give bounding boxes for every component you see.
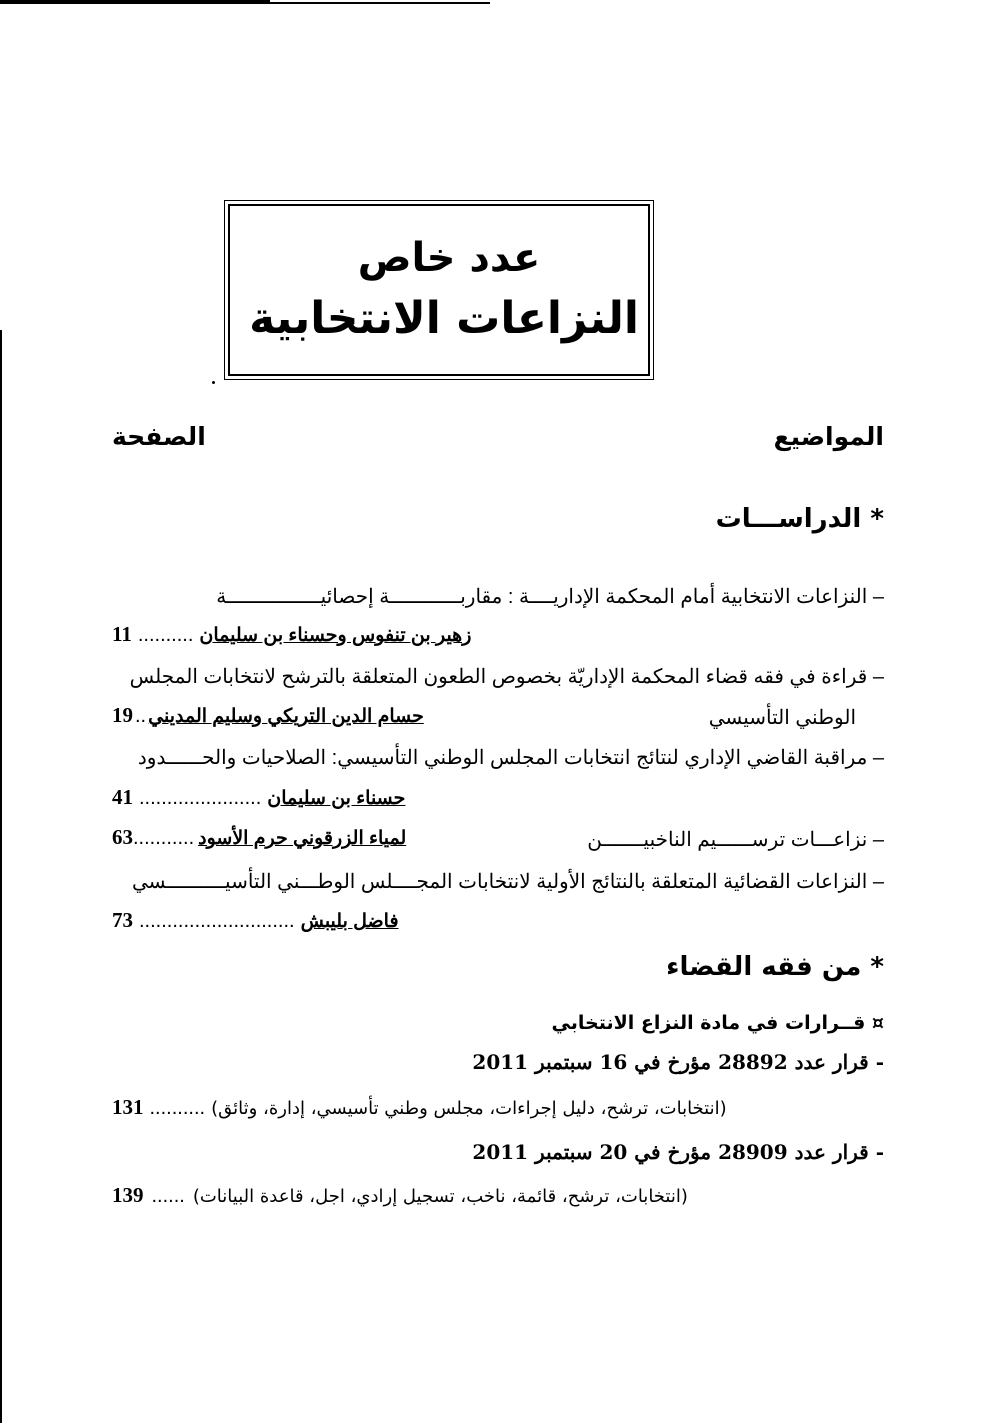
toc-page-number: 73 (112, 908, 133, 932)
ruling-keywords-line (112, 1095, 727, 1120)
ruling-title: - قرار عدد 28892 مؤرخ في 16 سبتمبر 2011 (472, 1050, 884, 1074)
toc-page-number: 131 (112, 1095, 144, 1119)
special-issue-label: عدد خاص (357, 235, 541, 281)
toc-leader-dots: .. (135, 705, 147, 727)
toc-page-number: 139 (112, 1183, 144, 1207)
toc-entry-byline (112, 785, 405, 810)
ruling-keywords: (انتخابات، ترشح، دليل إجراءات، مجلس وطني تأسيسي، إدارة، وثائق) (211, 1098, 727, 1119)
toc-page-number: 19 (112, 703, 133, 727)
toc-leader-dots: .......... (137, 624, 194, 646)
section-heading-case-law: * من فقه القضاء (666, 952, 884, 982)
stray-dot (212, 381, 215, 384)
section-heading-studies: * الدراســـات (715, 504, 884, 534)
toc-entry-title: – قراءة في فقه قضاء المحكمة الإداريّة بخصوص الطعون المتعلقة بالترشح لانتخابات المجلس (129, 666, 884, 688)
toc-entry-author: حسام الدين التريكي وسليم المديني (148, 706, 424, 727)
toc-entry-byline (112, 622, 471, 647)
subsection-heading-rulings: ¤ قــرارات في مادة النزاع الانتخابي (551, 1012, 884, 1034)
column-header-topics: المواضيع (773, 422, 884, 451)
scan-edge-left (0, 330, 2, 1423)
toc-page-number: 41 (112, 785, 133, 809)
toc-leader-dots: .......... (149, 1097, 206, 1119)
toc-entry-byline (112, 908, 399, 933)
toc-leader-dots: ...................... (139, 787, 262, 809)
toc-leader-dots: ............................ (139, 910, 295, 932)
scan-edge-top-thin (0, 2, 490, 4)
toc-page-number: 11 (112, 622, 132, 646)
column-header-page: الصفحة (112, 422, 206, 451)
toc-entry-author: لمياء الزرقوني حرم الأسود (198, 828, 407, 849)
title-box-inner-border (228, 204, 650, 376)
special-issue-title-box (224, 200, 654, 380)
toc-entry-byline (112, 825, 406, 850)
toc-entry-title-cont: الوطني التأسيسي (708, 707, 856, 729)
toc-entry-author: حسناء بن سليمان (267, 788, 406, 809)
toc-page-number: 63 (112, 825, 133, 849)
toc-entry-title: – النزاعات القضائية المتعلقة بالنتائج الأولية لانتخابات المجــــلس الوطـــني التأسيــــــــــسي (131, 871, 884, 893)
toc-entry-author: زهير بن تنفوس وحسناء بن سليمان (199, 625, 472, 646)
toc-entry-title: – نزاعـــات ترســــــيم الناخبيـــــــن (587, 829, 884, 851)
toc-entry-title: – النزاعات الانتخابية أمام المحكمة الإداريــــة : مقاربــــــــــــة إحصائيــــــــــــــــة (216, 586, 884, 608)
ruling-title: - قرار عدد 28909 مؤرخ في 20 سبتمبر 2011 (472, 1140, 884, 1164)
toc-leader-dots: ........... (133, 827, 195, 849)
toc-entry-author: فاضل بليبش (300, 911, 399, 932)
ruling-keywords-line (112, 1183, 688, 1208)
toc-entry-byline (112, 703, 424, 728)
toc-leader-dots: ...... (151, 1185, 185, 1207)
issue-theme-title: النزاعات الانتخابية (249, 293, 639, 344)
toc-entry-title: – مراقبة القاضي الإداري لنتائج انتخابات المجلس الوطني التأسيسي: الصلاحيات والحــــــدود (137, 747, 884, 769)
ruling-keywords: (انتخابات، ترشح، قائمة، ناخب، تسجيل إرادي، اجل، قاعدة البيانات) (192, 1186, 688, 1207)
